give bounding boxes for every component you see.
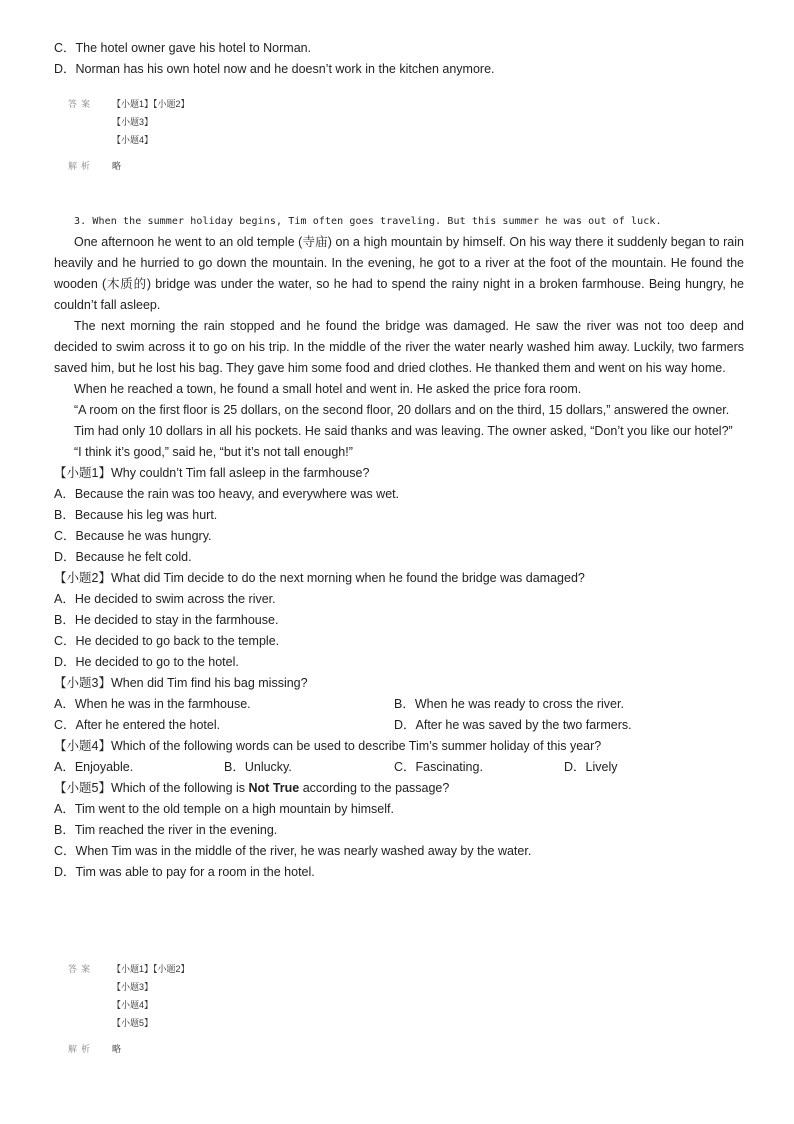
passage-paragraph: One afternoon he went to an old temple (寺庙) on a high mountain by himself. On his way there it suddenly began to rain heavily and he hurried to go down the mountain. In the evening, he got to a river at the foot of the mountain. He found the wooden (木质的) bridge was under the water, so he had to spend the rainy night in a broken farmhouse. Being hungry, he couldn’t fall asleep. xyxy=(54,235,744,312)
answer-line: 【小题1】【小题2】 xyxy=(112,964,190,974)
option-c: C．Because he was hungry. xyxy=(54,529,212,543)
option-a: A．Enjoyable. xyxy=(54,760,134,774)
passage xyxy=(54,211,744,883)
answer-label: 答案 xyxy=(68,99,95,109)
option-a: A．He decided to swim across the river. xyxy=(54,592,276,606)
answer-line: 【小题1】【小题2】 xyxy=(112,99,190,109)
answer-line: 【小题5】 xyxy=(112,1018,154,1028)
option-b: B．Unlucky. xyxy=(224,760,292,774)
stem-emphasis: Not True xyxy=(248,781,300,795)
passage-paragraph: “A room on the first floor is 25 dollars, on the second floor, 20 dollars and on the third, 15 dollars,” answered the owner. xyxy=(74,403,730,417)
option-c: C．Fascinating. xyxy=(394,760,483,774)
answer-line: 【小题3】 xyxy=(112,117,154,127)
question-4 xyxy=(54,736,744,778)
final-answer-block xyxy=(68,960,190,1058)
answer-label: 答案 xyxy=(68,964,95,974)
question-stem: 【小题1】Why couldn’t Tim fall asleep in the farmhouse? xyxy=(54,466,370,480)
stem-prefix: 【小题5】Which of the following is xyxy=(54,781,249,795)
option-a: A．Tim went to the old temple on a high mountain by himself. xyxy=(54,802,394,816)
option-d: D．He decided to go to the hotel. xyxy=(54,655,239,669)
option-c: C．After he entered the hotel. xyxy=(54,718,221,732)
prev-answer-block xyxy=(68,95,190,175)
analysis-text: 略 xyxy=(112,1044,122,1054)
option-a: A．Because the rain was too heavy, and everywhere was wet. xyxy=(54,487,400,501)
stem-suffix: according to the passage? xyxy=(299,781,450,795)
question-2 xyxy=(54,568,744,673)
option-d: D．Because he felt cold. xyxy=(54,550,192,564)
passage-paragraph: When he reached a town, he found a small hotel and went in. He asked the price fora room. xyxy=(74,382,582,396)
question-3 xyxy=(54,673,744,736)
option-b: B．Because his leg was hurt. xyxy=(54,508,218,522)
prev-option-d: D．Norman has his own hotel now and he doesn’t work in the kitchen anymore. xyxy=(54,62,495,76)
passage-heading: 3. When the summer holiday begins, Tim often goes traveling. But this summer he was out of luck. xyxy=(74,216,662,227)
option-d: D．Lively xyxy=(564,760,618,774)
question-5 xyxy=(54,778,744,883)
prev-option-c: C．The hotel owner gave his hotel to Norman. xyxy=(54,41,312,55)
option-c: C．He decided to go back to the temple. xyxy=(54,634,280,648)
option-b: B．When he was ready to cross the river. xyxy=(394,697,624,711)
option-d: D．Tim was able to pay for a room in the hotel. xyxy=(54,865,315,879)
previous-question-tail xyxy=(54,38,495,80)
option-b: B．He decided to stay in the farmhouse. xyxy=(54,613,279,627)
answer-line: 【小题3】 xyxy=(112,982,154,992)
question-stem: 【小题4】Which of the following words can be used to describe Tim’s summer holiday of this year? xyxy=(54,739,602,753)
question-1 xyxy=(54,463,744,568)
option-a: A．When he was in the farmhouse. xyxy=(54,697,251,711)
passage-paragraph: Tim had only 10 dollars in all his pockets. He said thanks and was leaving. The owner asked, “Don’t you like our hotel?” xyxy=(74,424,733,438)
question-stem: 【小题2】What did Tim decide to do the next morning when he found the bridge was damaged? xyxy=(54,571,585,585)
question-stem xyxy=(54,778,744,799)
option-c: C．When Tim was in the middle of the river, he was nearly washed away by the water. xyxy=(54,844,532,858)
analysis-label: 解析 xyxy=(68,161,95,171)
passage-paragraph: The next morning the rain stopped and he found the bridge was damaged. He saw the river was not too deep and decided to swim across it to go on his trip. In the middle of the river the water nearly washed him away. Luckily, two farmers saved him, but he lost his bag. They gave him some food and dried clothes. He thanked them and went on his way home. xyxy=(54,319,744,375)
option-d: D．After he was saved by the two farmers. xyxy=(394,718,632,732)
answer-line: 【小题4】 xyxy=(112,1000,154,1010)
passage-paragraph: “I think it’s good,” said he, “but it’s not tall enough!” xyxy=(74,445,353,459)
analysis-label: 解析 xyxy=(68,1044,95,1054)
answer-line: 【小题4】 xyxy=(112,135,154,145)
option-b: B．Tim reached the river in the evening. xyxy=(54,823,278,837)
analysis-text: 略 xyxy=(112,161,122,171)
question-stem: 【小题3】When did Tim find his bag missing? xyxy=(54,676,308,690)
